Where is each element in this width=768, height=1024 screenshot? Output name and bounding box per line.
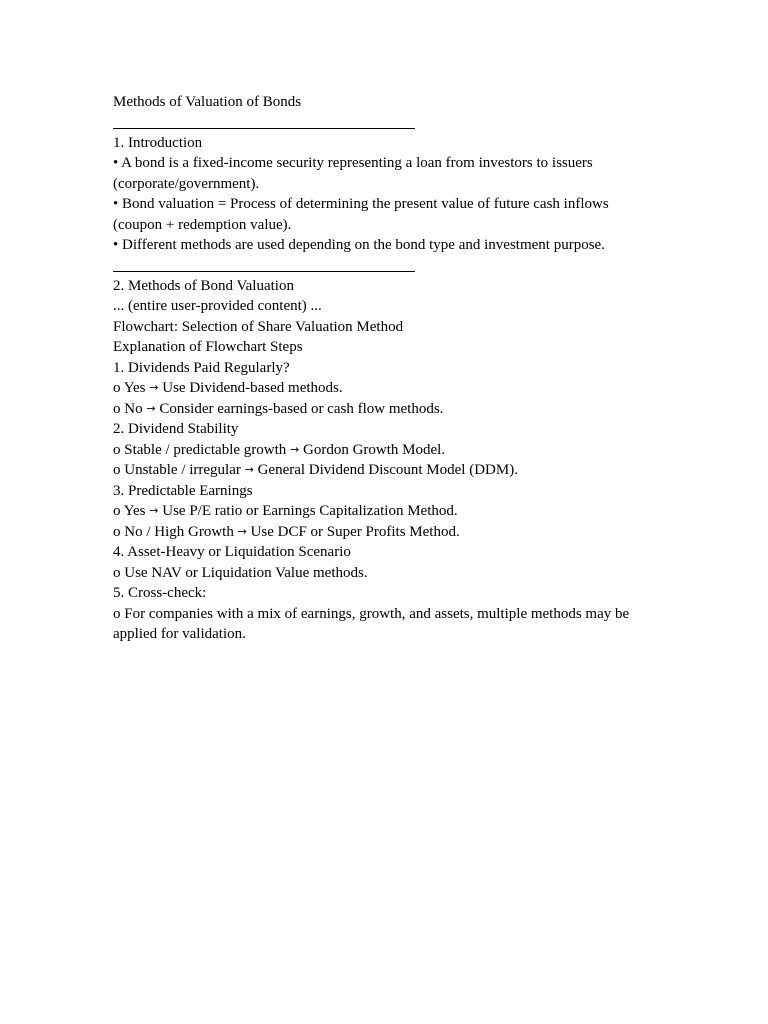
flowchart-title: Flowchart: Selection of Share Valuation Method (113, 318, 404, 335)
arrow-right-icon: → (237, 524, 247, 538)
step-heading: 5. Cross-check: (113, 585, 207, 601)
step-item (113, 522, 653, 543)
step-heading: 4. Asset-Heavy or Liquidation Scenario (113, 544, 351, 560)
step-heading: 2. Dividend Stability (113, 421, 239, 437)
step-item-result: Consider earnings-based or cash flow methods. (159, 400, 444, 417)
step-item (113, 440, 653, 461)
step-item (113, 501, 653, 522)
arrow-right-icon: → (290, 442, 300, 456)
step-item-condition: o No (113, 400, 143, 417)
step-item-condition: o Unstable / irregular (113, 462, 241, 478)
horizontal-rule (113, 271, 415, 272)
step-item-result: Use P/E ratio or Earnings Capitalization Method. (162, 503, 458, 519)
explanation-title: Explanation of Flowchart Steps (113, 339, 303, 355)
step-item (113, 460, 653, 481)
step-item-result: Use DCF or Super Profits Method. (250, 523, 460, 540)
placeholder-text: ... (entire user-provided content) ... (113, 298, 322, 314)
step-item-result: Use Dividend-based methods. (162, 380, 343, 396)
step-item (113, 399, 653, 420)
arrow-right-icon: → (244, 463, 254, 476)
arrow-right-icon: → (146, 401, 156, 415)
bullet-item: • A bond is a fixed-income security representing a loan from investors to issuers (corporate/government). (113, 155, 593, 192)
section-heading-introduction: 1. Introduction (113, 134, 203, 151)
bullet-item: • Bond valuation = Process of determining the present value of future cash inflows (coupon + redemption value). (113, 196, 609, 233)
document-title: Methods of Valuation of Bonds (113, 94, 302, 110)
document-body (113, 92, 653, 645)
step-item-condition: o Stable / predictable growth (113, 441, 287, 458)
section-heading-methods: 2. Methods of Bond Valuation (113, 277, 294, 294)
step-item-condition: o Yes (113, 380, 146, 396)
step-heading: 1. Dividends Paid Regularly? (113, 359, 290, 376)
bullet-item: • Different methods are used depending on the bond type and investment purpose. (113, 237, 605, 253)
step-item-result: General Dividend Discount Model (DDM). (257, 462, 518, 478)
step-item-condition: o No / High Growth (113, 523, 234, 540)
arrow-right-icon: → (149, 381, 159, 394)
step-item-result: Gordon Growth Model. (303, 441, 446, 458)
step-item (113, 378, 653, 399)
horizontal-rule (113, 128, 415, 129)
arrow-right-icon: → (149, 504, 159, 517)
step-item-condition: o Yes (113, 503, 146, 519)
step-item: o For companies with a mix of earnings, growth, and assets, multiple methods may be applied for validation. (113, 605, 630, 642)
step-heading: 3. Predictable Earnings (113, 482, 253, 499)
step-item: o Use NAV or Liquidation Value methods. (113, 564, 368, 581)
